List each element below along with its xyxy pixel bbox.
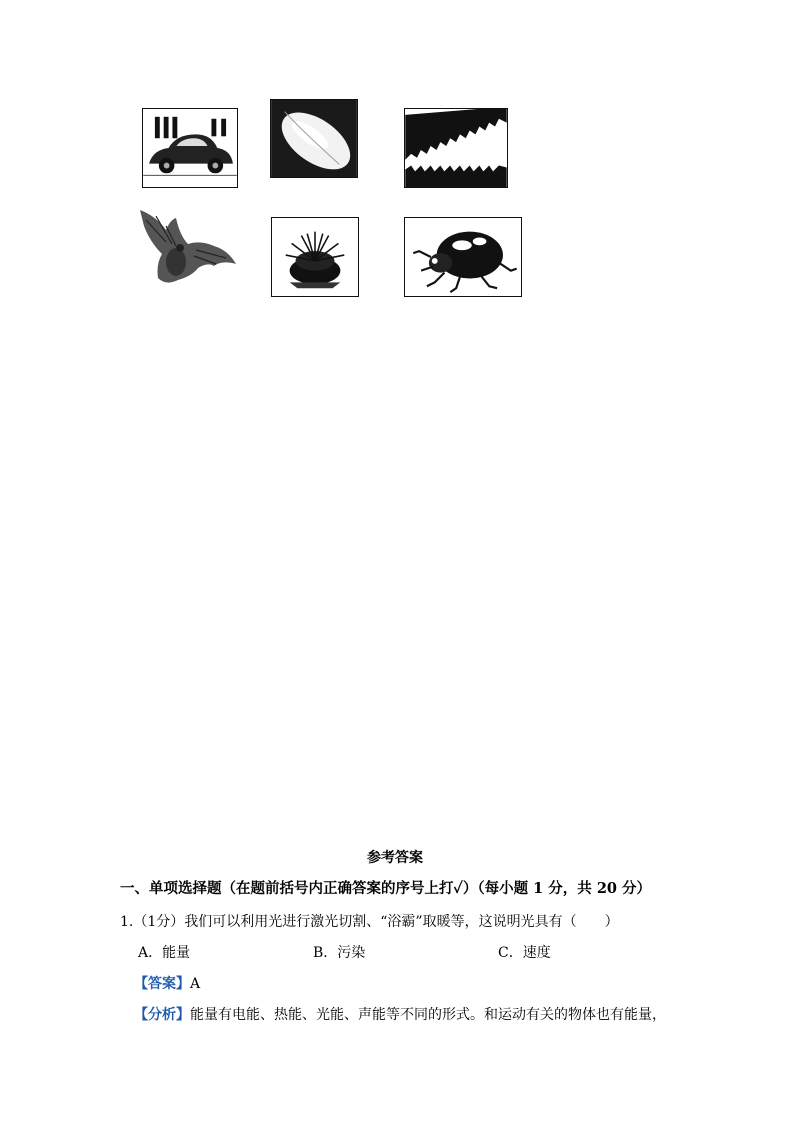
bat-icon bbox=[136, 206, 240, 288]
answers-title: 参考答案 bbox=[367, 850, 423, 866]
section-heading: 一、单项选择题（在题前括号内正确答案的序号上打✓）（每小题 1 分，共 20 分） bbox=[120, 880, 652, 897]
burdock-image bbox=[271, 217, 359, 297]
option-c: C．速度 bbox=[498, 945, 551, 961]
seed-image bbox=[270, 99, 358, 178]
saw-icon bbox=[405, 109, 507, 187]
beetle-icon bbox=[405, 218, 521, 296]
question-1-stem: 1.（1分）我们可以利用光进行激光切割、“浴霸”取暖等，这说明光具有（ ） bbox=[120, 914, 619, 930]
option-b: B．污染 bbox=[313, 945, 366, 961]
seed-icon bbox=[271, 100, 357, 177]
answer-line bbox=[134, 974, 200, 994]
burdock-icon bbox=[272, 218, 358, 296]
option-a: A．能量 bbox=[138, 945, 191, 961]
answer-tag: 【答案】 bbox=[134, 976, 190, 992]
saw-blade-image bbox=[404, 108, 508, 188]
car-icon bbox=[143, 109, 237, 187]
analysis-line bbox=[134, 1005, 666, 1025]
car-image bbox=[142, 108, 238, 188]
analysis-text: 能量有电能、热能、光能、声能等不同的形式。和运动有关的物体也有能量， bbox=[190, 1007, 666, 1023]
answer-value: A bbox=[190, 976, 201, 992]
bat-image bbox=[136, 206, 240, 288]
beetle-image bbox=[404, 217, 522, 297]
analysis-tag: 【分析】 bbox=[134, 1007, 190, 1023]
